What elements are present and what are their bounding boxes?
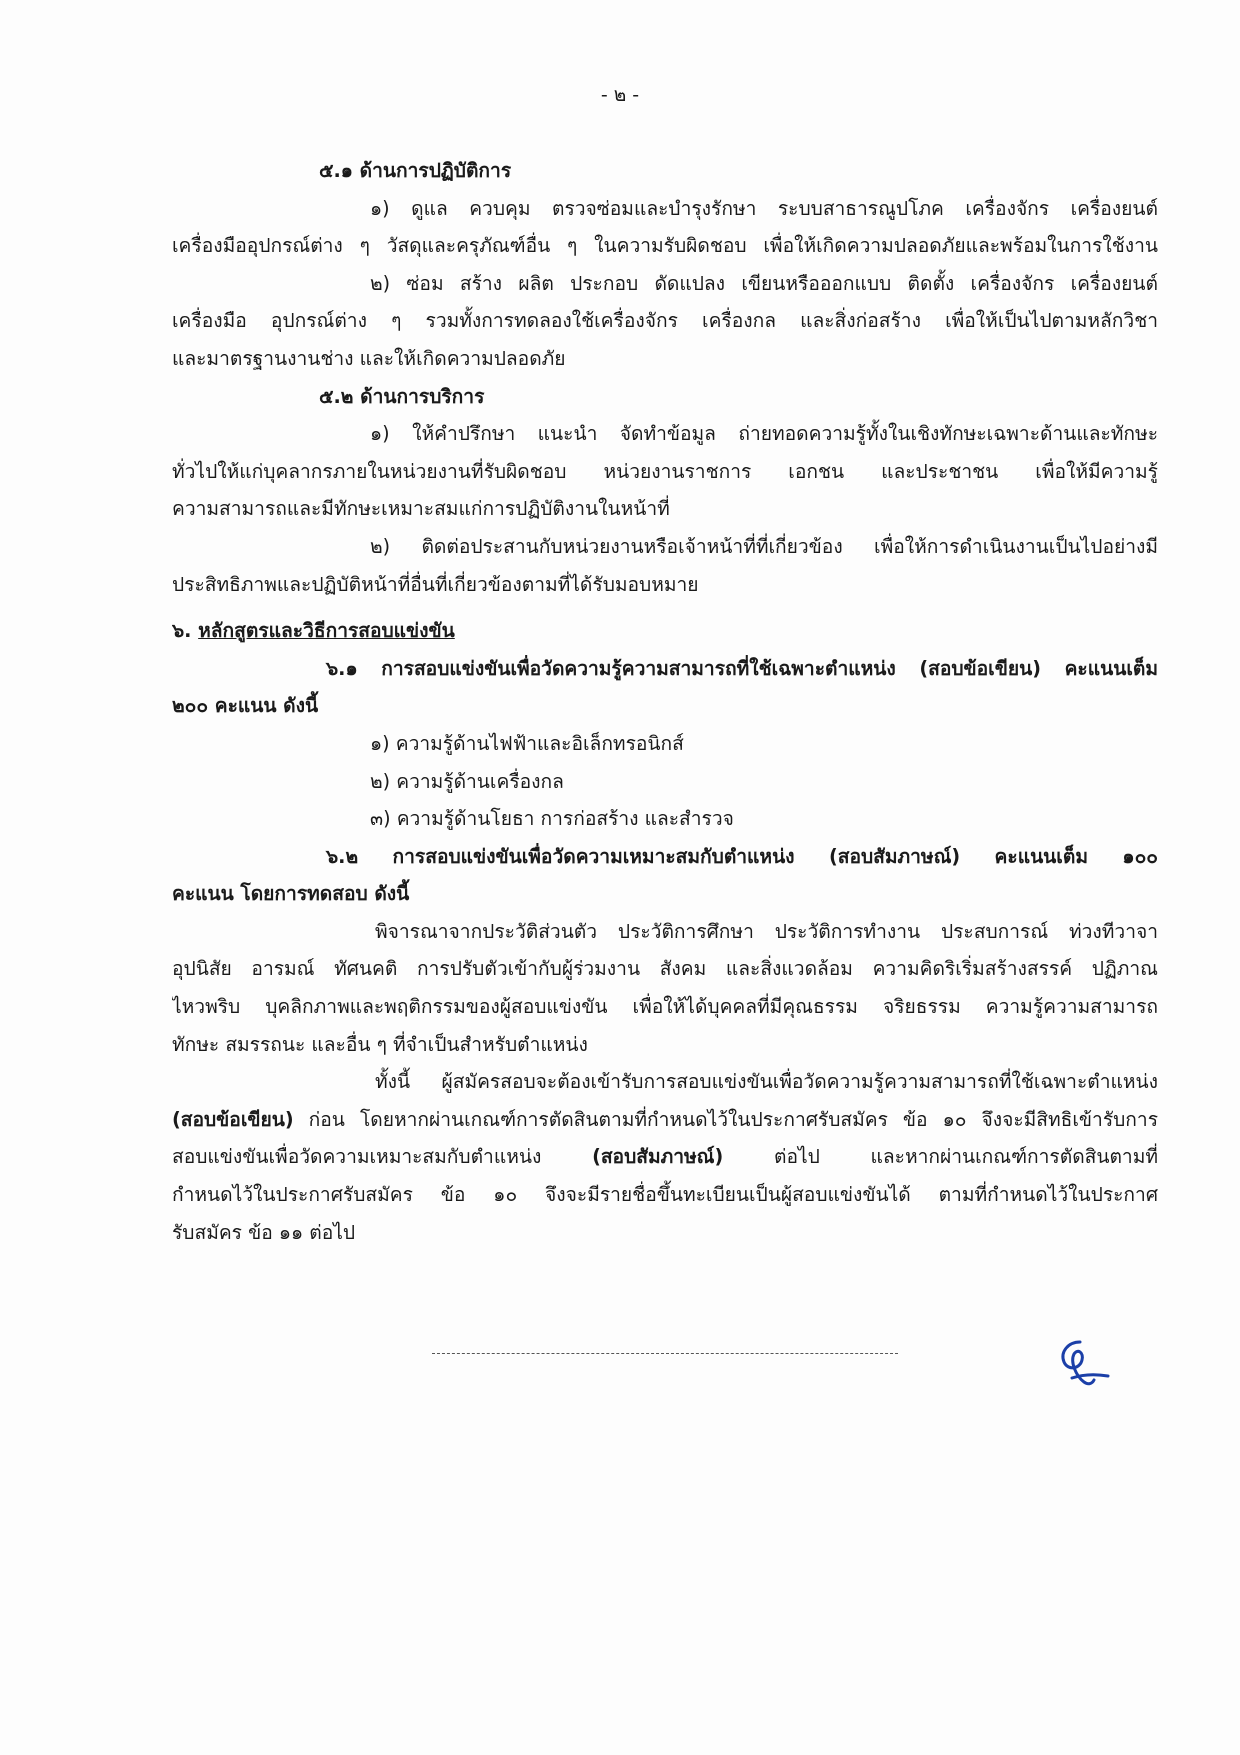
section-6-heading — [172, 612, 1158, 650]
section-6-number: ๖. — [172, 619, 192, 643]
section-6-title: หลักสูตรและวิธีการสอบแข่งขัน — [198, 619, 455, 643]
text-line — [172, 1101, 1158, 1139]
text-line: กำหนดไว้ในประกาศรับสมัคร ข้อ ๑๐ จึงจะมีรายชื่อขึ้นทะเบียนเป็นผู้สอบแข่งขันได้ ตามที่กำหนดไว้ในประกาศ — [172, 1183, 1158, 1207]
bold-text: (สอบสัมภาษณ์) — [592, 1145, 724, 1169]
document-body — [172, 152, 1158, 1251]
text-line: ๖.๒ การสอบแข่งขันเพื่อวัดความเหมาะสมกับตำแหน่ง (สอบสัมภาษณ์) คะแนนเต็ม ๑๐๐ — [326, 844, 1158, 868]
text-line: ๒๐๐ คะแนน ดังนี้ — [172, 694, 319, 718]
list-item: ๑) ความรู้ด้านไฟฟ้าและอิเล็กทรอนิกส์ — [370, 731, 684, 755]
text-line: พิจารณาจากประวัติส่วนตัว ประวัติการศึกษา ประวัติการทำงาน ประสบการณ์ ท่วงทีวาจา — [375, 919, 1158, 943]
section-5-2-heading: ๕.๒ ด้านการบริการ — [319, 384, 485, 408]
text-line: ความสามารถและมีทักษะเหมาะสมแก่การปฏิบัติงานในหน้าที่ — [172, 497, 670, 521]
text-line: เครื่องมืออุปกรณ์ต่าง ๆ วัสดุและครุภัณฑ์อื่น ๆ ในความรับผิดชอบ เพื่อให้เกิดความปลอดภัยและพร้อมในการใช้งาน — [172, 234, 1158, 258]
text-line: ทักษะ สมรรถนะ และอื่น ๆ ที่จำเป็นสำหรับตำแหน่ง — [172, 1032, 588, 1056]
text-line — [172, 1138, 1158, 1176]
text-line: รับสมัคร ข้อ ๑๑ ต่อไป — [172, 1220, 356, 1244]
section-5-1-heading: ๕.๑ ด้านการปฏิบัติการ — [319, 159, 512, 182]
text-line: ๖.๑ การสอบแข่งขันเพื่อวัดความรู้ความสามารถที่ใช้เฉพาะตำแหน่ง (สอบข้อเขียน) คะแนนเต็ม — [326, 656, 1158, 680]
signature-mark-icon — [1050, 1336, 1110, 1394]
text-span: ก่อน โดยหากผ่านเกณฑ์การตัดสินตามที่กำหนดไว้ในประกาศรับสมัคร ข้อ ๑๐ จึงจะมีสิทธิเข้ารับการ — [293, 1107, 1158, 1131]
text-span: ต่อไป และหากผ่านเกณฑ์การตัดสินตามที่ — [723, 1145, 1158, 1169]
list-item: ๓) ความรู้ด้านโยธา การก่อสร้าง และสำรวจ — [370, 807, 734, 831]
text-line: ๑) ให้คำปรึกษา แนะนำ จัดทำข้อมูล ถ่ายทอดความรู้ทั้งในเชิงทักษะเฉพาะด้านและทักษะ — [370, 422, 1158, 446]
text-line: ๒) ติดต่อประสานกับหน่วยงานหรือเจ้าหน้าที่ที่เกี่ยวข้อง เพื่อให้การดำเนินงานเป็นไปอย่างมี — [370, 534, 1158, 558]
text-line: และมาตรฐานงานช่าง และให้เกิดความปลอดภัย — [172, 346, 566, 370]
text-line: ประสิทธิภาพและปฏิบัติหน้าที่อื่นที่เกี่ยวข้องตามที่ได้รับมอบหมาย — [172, 572, 699, 596]
text-line: คะแนน โดยการทดสอบ ดังนี้ — [172, 882, 410, 906]
text-line: ทั้งนี้ ผู้สมัครสอบจะต้องเข้ารับการสอบแข่งขันเพื่อวัดความรู้ความสามารถที่ใช้เฉพาะตำแหน่ง — [375, 1070, 1158, 1094]
text-line: ๒) ซ่อม สร้าง ผลิต ประกอบ ดัดแปลง เขียนหรือออกแบบ ติดตั้ง เครื่องจักร เครื่องยนต์ — [370, 271, 1158, 295]
text-line: ทั่วไปให้แก่บุคลากรภายในหน่วยงานที่รับผิดชอบ หน่วยงานราชการ เอกชน และประชาชน เพื่อให้มีความรู้ — [172, 459, 1158, 483]
list-item: ๒) ความรู้ด้านเครื่องกล — [370, 769, 564, 793]
text-span: สอบแข่งขันเพื่อวัดความเหมาะสมกับตำแหน่ง — [172, 1145, 593, 1169]
text-line: ไหวพริบ บุคลิกภาพและพฤติกรรมของผู้สอบแข่งขัน เพื่อให้ได้บุคคลที่มีคุณธรรม จริยธรรม ความรู้ความสามารถ — [172, 995, 1158, 1019]
text-line: เครื่องมือ อุปกรณ์ต่าง ๆ รวมทั้งการทดลองใช้เครื่องจักร เครื่องกล และสิ่งก่อสร้าง เพื่อให้เป็นไปตามหลักวิชา — [172, 309, 1158, 333]
end-divider — [432, 1353, 898, 1354]
text-line: ๑) ดูแล ควบคุม ตรวจซ่อมและบำรุงรักษา ระบบสาธารณูปโภค เครื่องจักร เครื่องยนต์ — [370, 196, 1158, 220]
page-number: - ๒ - — [600, 84, 640, 106]
text-line: อุปนิสัย อารมณ์ ทัศนคติ การปรับตัวเข้ากับผู้ร่วมงาน สังคม และสิ่งแวดล้อม ความคิดริเริ่มสร้างสรรค์ ปฏิภาณ — [172, 957, 1158, 981]
bold-text: (สอบข้อเขียน) — [172, 1107, 294, 1131]
